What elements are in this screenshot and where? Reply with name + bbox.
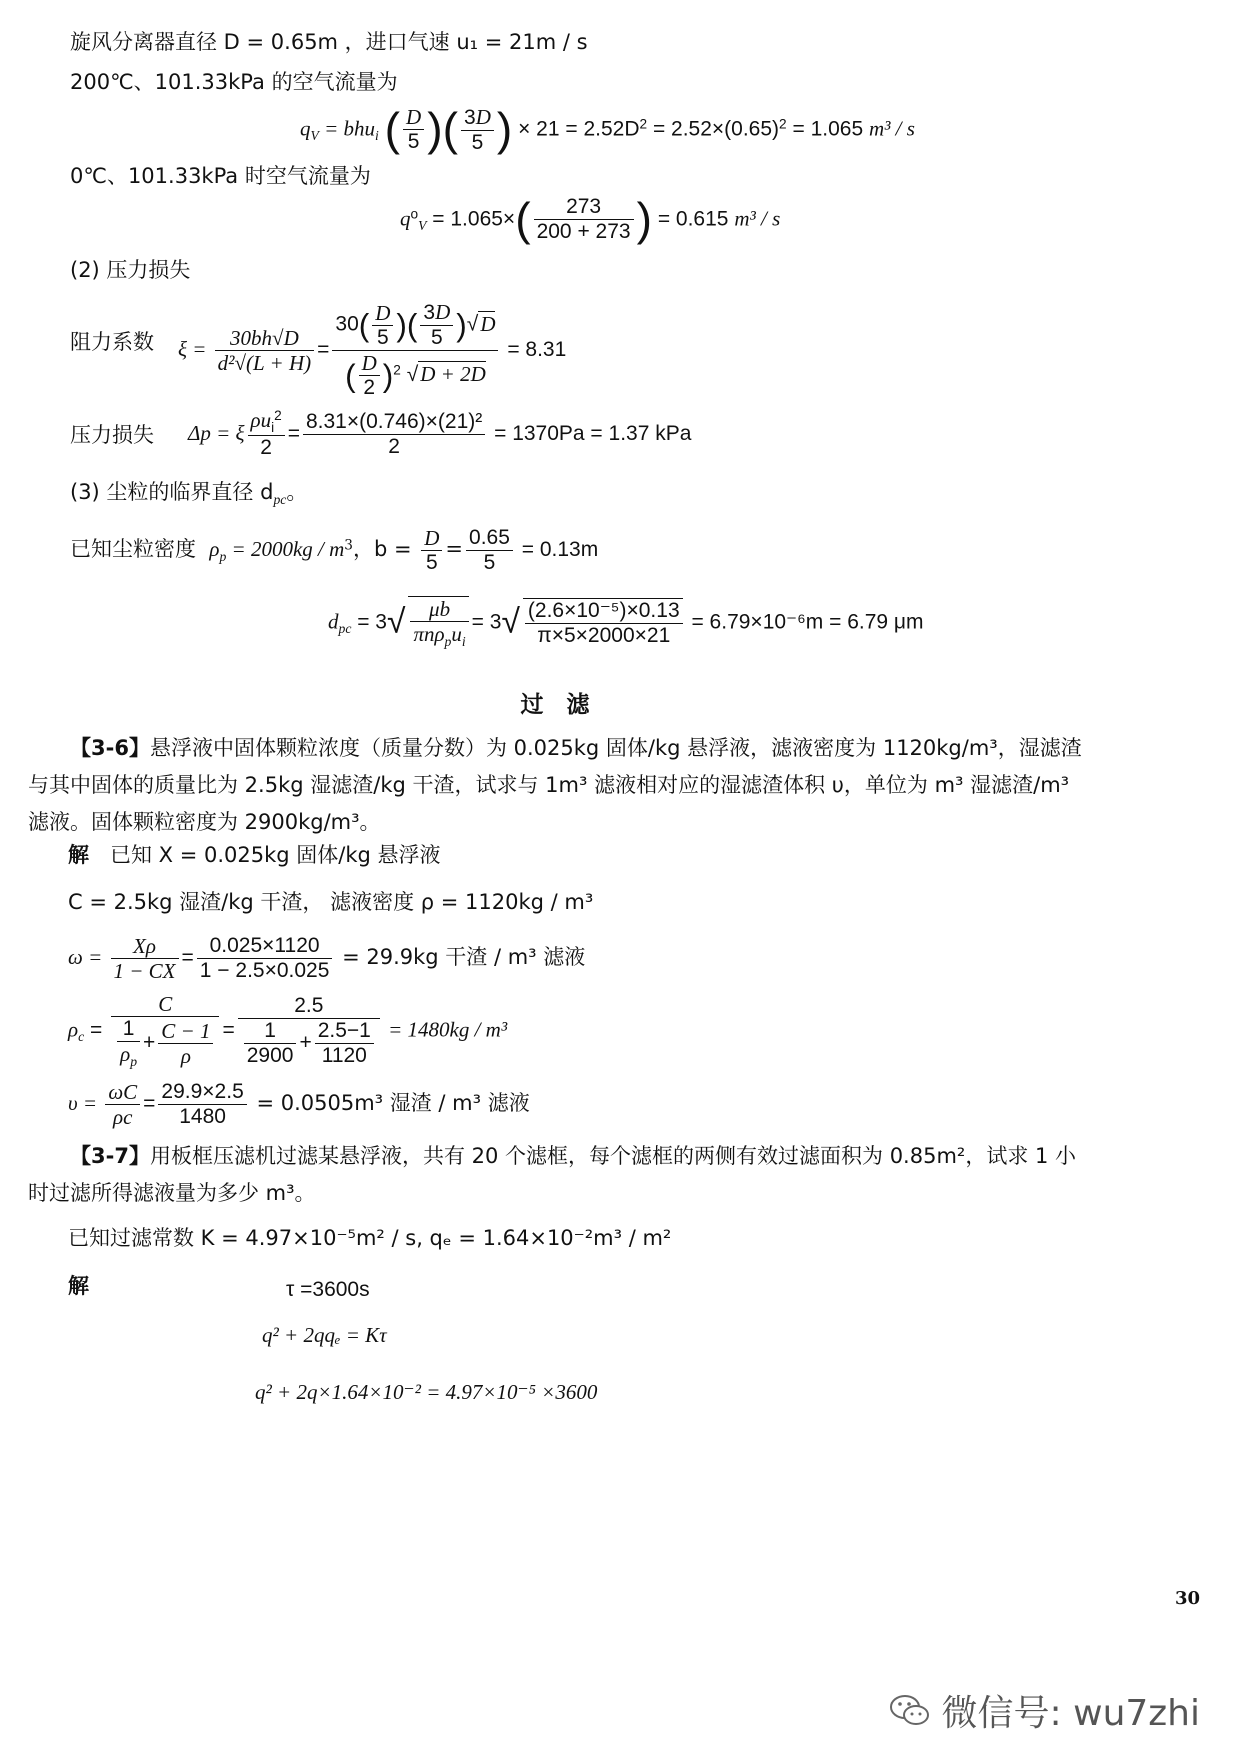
f1-a-sub: i [375, 128, 379, 144]
u-frac1 [105, 1080, 140, 1129]
l10-rho-sub: p [219, 548, 227, 564]
l10-val: = 2000kg / m [226, 537, 345, 562]
rc-frac2: 2.5 $\frac{1}{2900}$ + $\frac{2.5-1}{1120}$ [238, 994, 380, 1068]
wechat-icon [888, 1692, 932, 1730]
f4-d2: 2 [388, 434, 400, 458]
l10-frac2 [466, 526, 513, 575]
f5-lhs: d [328, 609, 339, 634]
section-title: 过 滤 [520, 692, 590, 718]
f4-d1: 2 [260, 436, 272, 460]
p37-given: 已知过滤常数 K = 4.97×10⁻⁵m² / s, qₑ = 1.64×10⁻²m³ / m² [68, 1226, 672, 1250]
f5-frac1: $\frac{\mu b}{\pi n\rho_pu_i}$ [408, 596, 468, 650]
rc-lhs: ρ [68, 1017, 79, 1042]
f1-c: = 2.52×(0.65) [647, 117, 780, 141]
formula-qv0: $q^o_V = 1.065\times$( $\frac{273}{200 + 273}$ ) = 0.615 m³ / s [400, 193, 781, 245]
p37-tau: τ =3600s [286, 1278, 370, 1301]
text-line-pressure-loss-heading: (2) 压力损失 [70, 258, 191, 282]
rc-res: = 1480kg / m³ [382, 1017, 508, 1042]
f1-b: × 21 = 2.52D [512, 117, 640, 141]
f1-frac1: $\frac{D}{5}$ [403, 105, 424, 154]
fb-num: D [421, 526, 442, 551]
text-line-particle-density: 已知尘粒密度 $\rho_p = 2000kg / m^3$，b = $\frac{D}{5}$ = $\frac{0.65}{5}$ = 0.13m [70, 526, 599, 575]
l10-exp: 3 [344, 537, 353, 554]
l9-end: 。 [286, 480, 308, 504]
f4-frac1: $\frac{\rho u_i^2}{2}$ [248, 408, 285, 461]
rc-frac1: C $\frac{1}{\rho_p}$ + $\frac{C - 1}{\rho}$ [111, 992, 219, 1070]
text-line-cyclone-diameter: 旋风分离器直径 D = 0.65m ，进口气速 u₁ = 21m / s [70, 30, 588, 54]
f3-frac2: 30( $\frac{D}{5}$ )( $\frac{3D}{5}$ )√D ( $\frac{D}{2}$ )$^2$ √D + 2D [332, 300, 498, 401]
problem-3-6 [28, 730, 1083, 841]
u-d2: 1480 [179, 1105, 226, 1129]
f4-n2: 8.31×(0.746)×(21)² [303, 410, 485, 435]
text-line-critical-diameter [70, 480, 307, 508]
f1-lhs-sub: V [310, 128, 319, 144]
f5-frac2 [523, 598, 683, 648]
l9-sub: pc [273, 491, 287, 507]
f2-lhs: q [400, 206, 411, 231]
f3-d1: d²√(L + H) [217, 350, 312, 375]
fb-num2: 0.65 [466, 526, 513, 551]
f3-frac1 [215, 326, 314, 375]
watermark-text: 微信号: wu7zhi [941, 1693, 1200, 1734]
f4-frac2 [303, 410, 485, 459]
rc-sub: c [78, 1029, 85, 1045]
fb-den2: 5 [483, 551, 496, 575]
l10-label: 已知尘粒密度 [70, 537, 196, 562]
p37-jie: 解 [68, 1274, 89, 1298]
u-n2: 29.9×2.5 [158, 1080, 246, 1105]
f2-num: 273 [534, 195, 634, 220]
l10-frac1 [421, 526, 442, 575]
f2-unit: m³ / s [734, 206, 781, 231]
label-pressure-loss: 压力损失 [70, 423, 154, 447]
f5-res: = 6.79×10⁻⁶m = 6.79 μm [685, 610, 924, 634]
f2-res: = 0.615 [651, 207, 735, 231]
l10-rho: ρ [209, 537, 220, 562]
f2-frac [534, 195, 634, 244]
l10-end: = 0.13m [515, 538, 599, 562]
p37-tag: 【3-7】 [70, 1144, 150, 1168]
u-d1: ρc [113, 1105, 133, 1130]
p36-text: 悬浮液中固体颗粒浓度（质量分数）为 0.025kg 固体/kg 悬浮液，滤液密度为 1120kg/m³，湿滤渣与其中固体的质量比为 2.5kg 湿滤渣/kg 干渣，试求与 1m³ 滤液相对应的湿滤渣体积 υ，单位为 m³ 湿滤渣/m³ 滤液。固体颗粒密度为 2900kg/m³。 [28, 736, 1082, 834]
w-res: = 29.9kg 干渣 / m³ 滤液 [335, 945, 586, 970]
w-n2: 0.025×1120 [197, 934, 333, 959]
f3-lhs: ξ = [178, 336, 212, 361]
f2-lhs-sub: V [418, 218, 427, 234]
f1-a: = bhu [318, 116, 376, 141]
formula-omega: ω = $\frac{X\rho}{1 - CX}$ = $\frac{0.025\times 1120}{1 - 2.5\times 0.025}$ = 29.9kg 干渣 / m³ 滤液 [68, 934, 586, 984]
f2-den: 200 + 273 [536, 220, 631, 244]
p36-given [68, 843, 441, 868]
l10-b: ，b = [352, 537, 419, 562]
formula-rho-c: $\rho_c$ = C $\frac{1}{\rho_p}$ + $\frac{C - 1}{\rho}$ = 2.5 $\frac{1}{2900}$ + $\frac{2.5-1}{1120}$ = 1480kg / m³ [68, 992, 508, 1070]
u-res: = 0.0505m³ 湿渣 / m³ 滤液 [249, 1091, 530, 1116]
f3-n1: 30bh√D [215, 326, 314, 351]
f5-lhs-sub: pc [338, 621, 352, 637]
p37-text: 用板框压滤机过滤某悬浮液，共有 20 个滤框，每个滤框的两侧有效过滤面积为 0.85m²，试求 1 小时过滤所得滤液量为多少 m³。 [28, 1144, 1077, 1205]
u-frac2 [158, 1080, 246, 1129]
formula-dpc: $d_{pc} = 3√$ $\frac{\mu b}{\pi n\rho_pu_i}$ = 3√ $\frac{\text{(2.6×10⁻⁵)×0.13}}{\pi\times 5\times 2000\times 21}$ = 6.79×10⁻⁶m = 6.79 μm [328, 597, 924, 649]
f5-n1: μb [410, 597, 468, 622]
l9-text: (3) 尘粒的临界直径 d [70, 480, 274, 504]
f4-lhs: Δp = ξ [188, 420, 245, 445]
p37-eq2: q² + 2q×1.64×10⁻² = 4.97×10⁻⁵ ×3600 [255, 1380, 598, 1404]
rc-num2: 2.5 [238, 994, 380, 1019]
w-d2: 1 − 2.5×0.025 [199, 959, 330, 983]
formula-upsilon: υ = $\frac{\omega C}{\rho c}$ = $\frac{29.9\times 2.5}{1480}$ = 0.0505m³ 湿渣 / m³ 滤液 [68, 1080, 530, 1130]
w-frac2 [197, 934, 333, 983]
f1-d: = 1.065 [786, 117, 869, 141]
u-lhs: υ = [68, 1091, 103, 1116]
problem-3-7 [28, 1138, 1083, 1212]
label-drag-coefficient: 阻力系数 [70, 330, 154, 354]
page-number: 30 [1174, 1588, 1200, 1609]
f5-n2: (2.6×10⁻⁵)×0.13 [525, 599, 683, 624]
p37-eq1: q² + 2qqₑ = Kτ [262, 1323, 387, 1347]
f5-d1: πnρ [413, 622, 445, 647]
f2-lhs-sup: o [410, 206, 419, 222]
fb-den: 5 [425, 551, 438, 575]
p36-c-line: C = 2.5kg 湿渣/kg 干渣， 滤液密度 ρ = 1120kg / m³ [68, 890, 594, 914]
f5-a: = 3 [351, 610, 387, 634]
f4-res: = 1370Pa = 1.37 kPa [488, 421, 692, 445]
p36-jie: 解 [68, 843, 89, 867]
f1-lhs: q [300, 116, 311, 141]
f1-unit: m³ / s [868, 116, 915, 141]
f2-a: = 1.065× [426, 207, 516, 231]
w-lhs: ω = [68, 945, 108, 970]
w-d1: 1 − CX [113, 959, 176, 984]
rc-num: C [111, 992, 219, 1017]
text-line-flow-0c: 0℃、101.33kPa 时空气流量为 [70, 164, 371, 188]
f5-d2: π×5×2000×21 [537, 623, 671, 647]
f4-n1: ρu [250, 408, 272, 432]
p36-tag: 【3-6】 [70, 736, 150, 760]
w-frac1 [111, 934, 179, 983]
f3-res: = 8.31 [501, 337, 567, 361]
formula-qv: $q_V = bhu_i$ ( $\frac{D}{5}$ )( $\frac{3D}{5}$ ) × $21 = 2.52D^2 = 2.52\times(0.65)^2 = 1.065$ m³ / s [300, 103, 915, 155]
f1-frac2: $\frac{3D}{5}$ [461, 105, 494, 155]
u-n1: ωC [105, 1080, 140, 1105]
formula-delta-p: Δp = ξ $\frac{\rho u_i^2}{2}$ = $\frac{\text{8.31×(0.746)×(21)²}}{2}$ = 1370Pa = 1.37 kPa [188, 408, 692, 460]
p36-given-text: 已知 X = 0.025kg 固体/kg 悬浮液 [89, 843, 441, 867]
formula-xi: ξ = $\frac{30bh√D}{\text{d²√(L + H)}}$ = 30( $\frac{D}{5}$ )( $\frac{3D}{5}$ )√D ( $\frac{D}{2}$ )$^2$ √D + 2D = 8.31 [178, 300, 567, 400]
w-n1: Xρ [111, 934, 179, 959]
wechat-watermark [888, 1685, 1200, 1736]
text-line-flow-200c: 200℃、101.33kPa 的空气流量为 [70, 70, 398, 94]
